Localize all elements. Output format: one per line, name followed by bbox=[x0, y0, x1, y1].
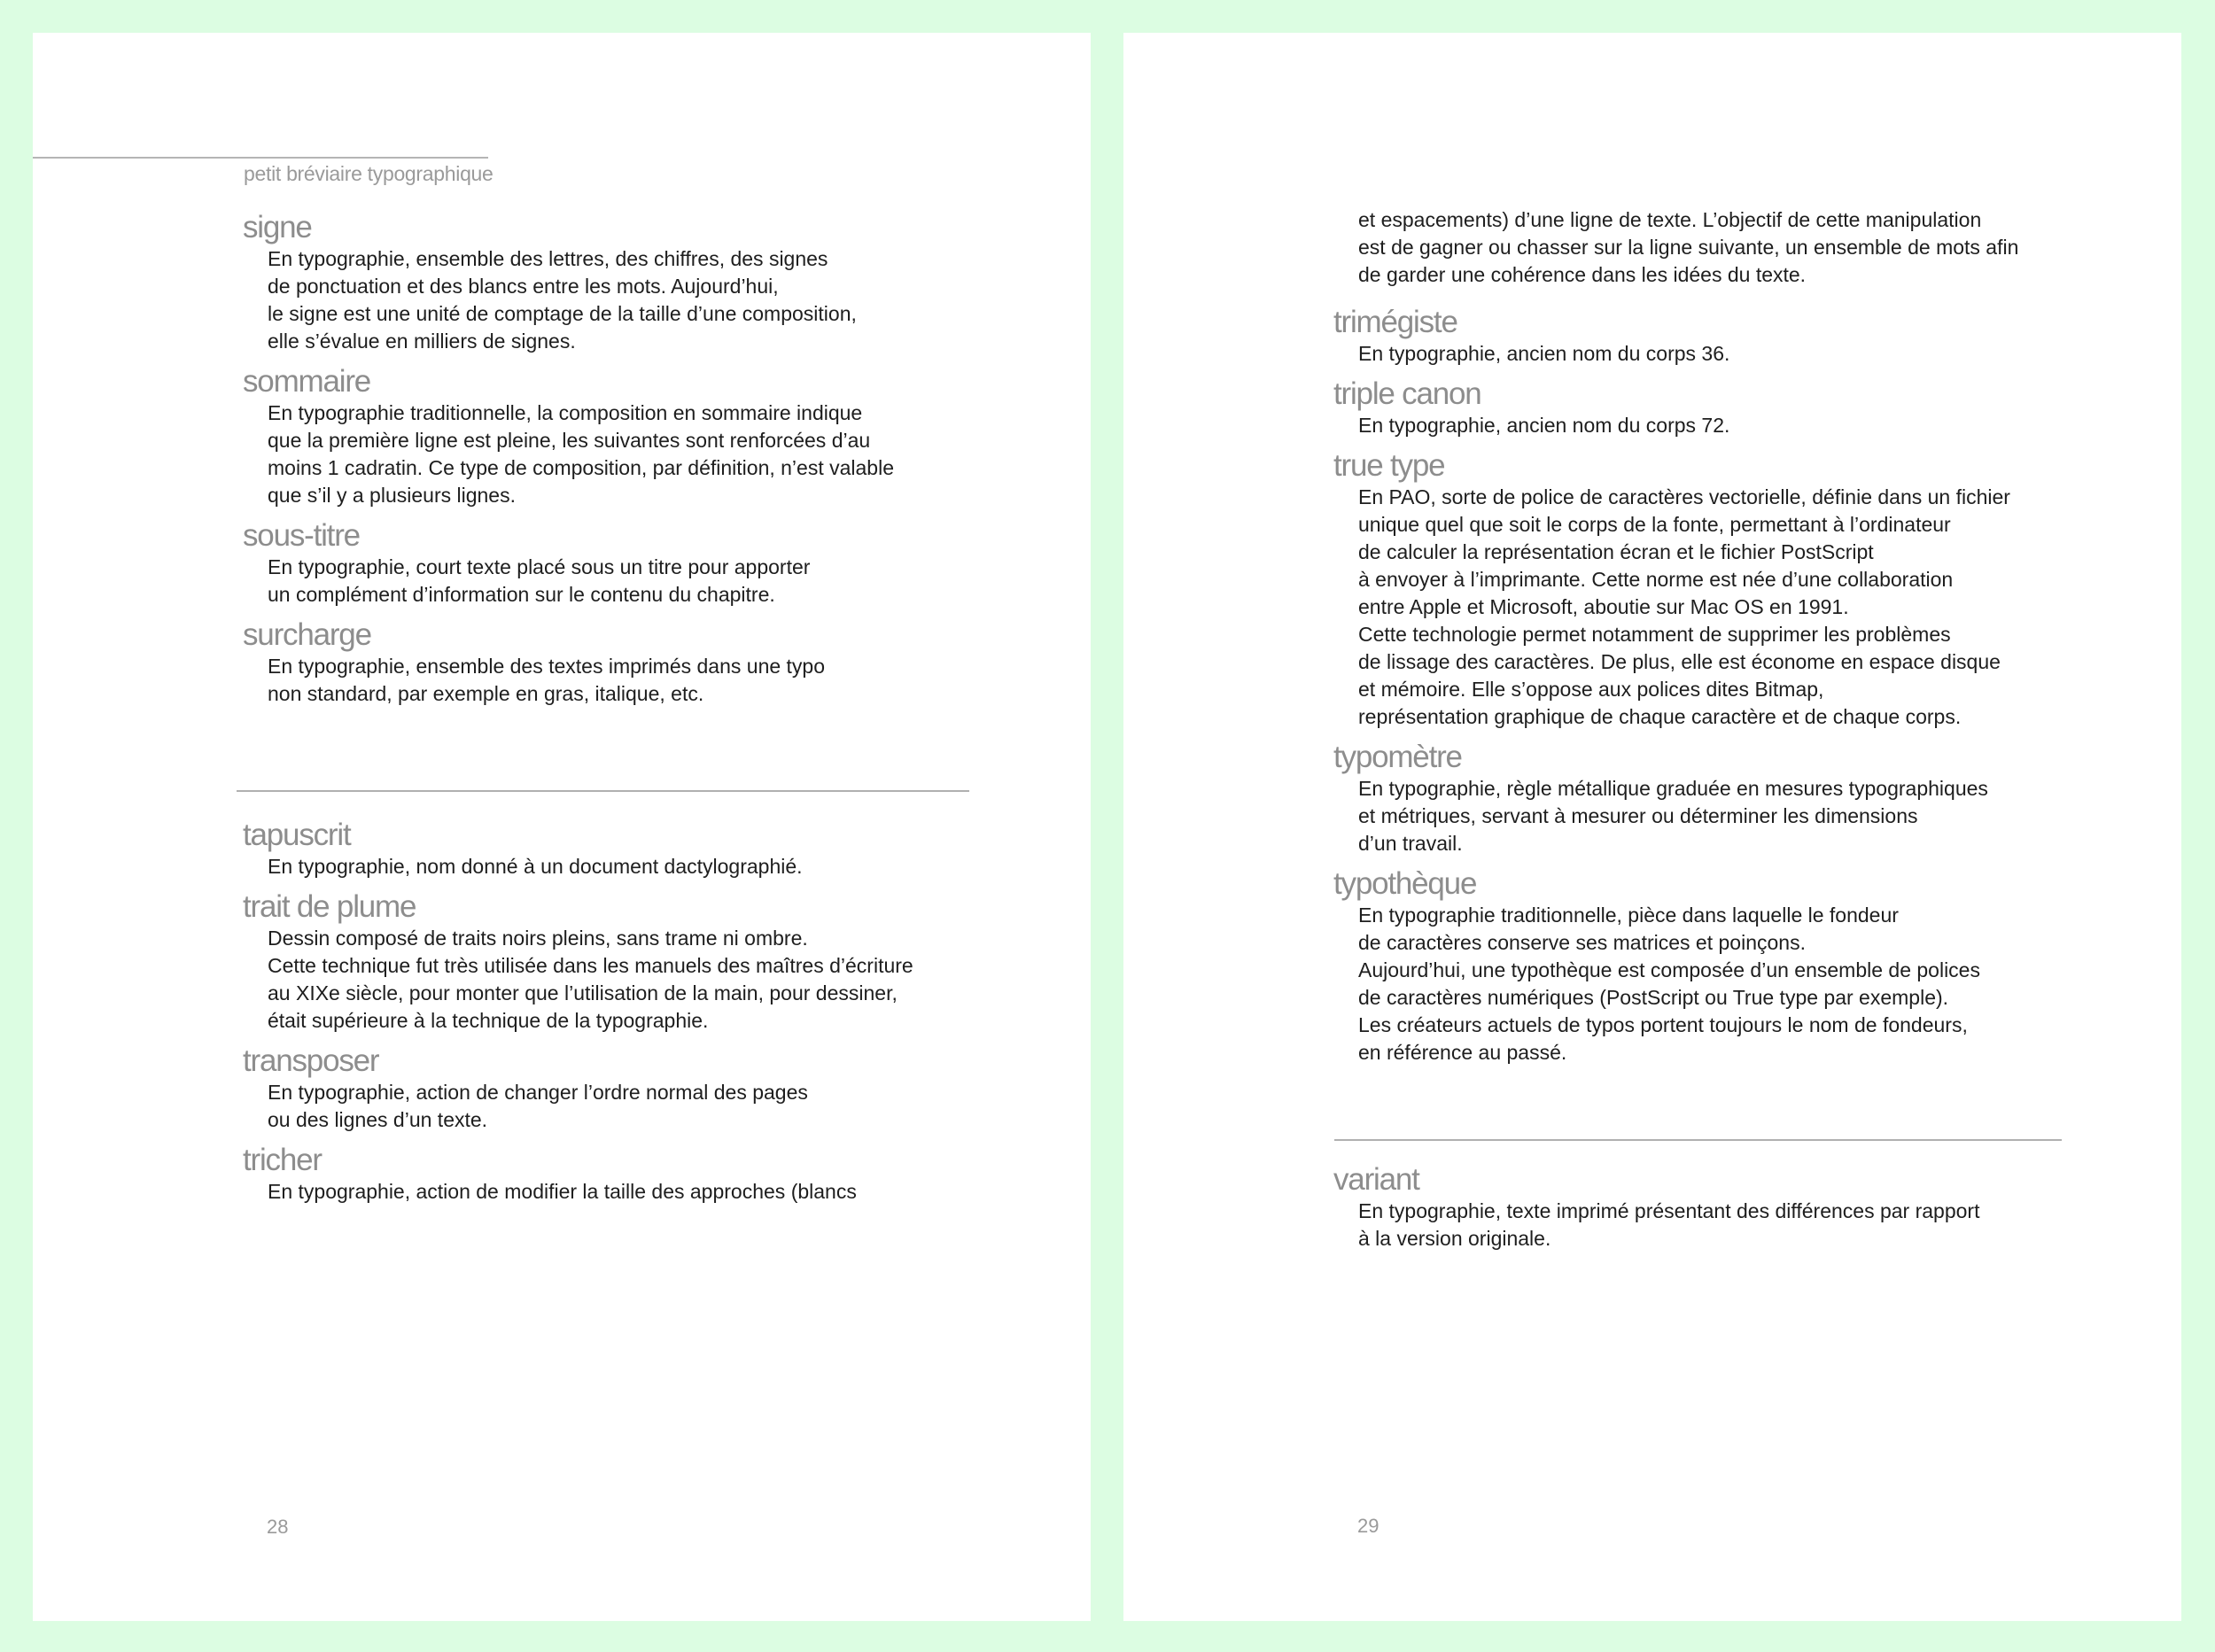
glossary-section-t-continued bbox=[1333, 206, 2118, 1075]
running-head-rule bbox=[33, 157, 488, 159]
running-head: petit bréviaire typographique bbox=[244, 162, 494, 185]
entry-definition: En typographie, ensemble des textes imprimés dans une typo non standard, par exemple en gras, italique, etc. bbox=[268, 655, 826, 705]
glossary-entry bbox=[243, 1143, 1022, 1206]
glossary-entry bbox=[243, 818, 1022, 880]
glossary-entry bbox=[1333, 305, 2118, 368]
glossary-entry bbox=[243, 1043, 1022, 1134]
glossary-entry bbox=[243, 889, 1022, 1035]
entry-term: sous-titre bbox=[243, 518, 360, 553]
entry-term: trimégiste bbox=[1333, 305, 1457, 339]
glossary-entry bbox=[243, 210, 1022, 355]
glossary-entry bbox=[1333, 1162, 2113, 1253]
entry-definition: En typographie, règle métallique graduée en mesures typographiques et métriques, servant à mesurer ou déterminer les dimensions d’un travail. bbox=[1358, 777, 1988, 855]
entry-definition: En typographie traditionnelle, pièce dans laquelle le fondeur de caractères conserve ses matrices et poinçons. Aujourd’hui, une typothèque est composée d’un ensemble de polices de caractères numériques (PostScript ou True type par exemple). Les créateurs actuels de typos portent toujours le nom de fondeurs, en référence au passé. bbox=[1358, 904, 1980, 1064]
glossary-entry bbox=[1333, 740, 2118, 857]
entry-term: transposer bbox=[243, 1043, 379, 1078]
left-page bbox=[33, 33, 1091, 1621]
continued-definition: et espacements) d’une ligne de texte. L’objectif de cette manipulation est de gagner ou chasser sur la ligne suivante, un ensemble de mots afin de garder une cohérence dans les idées du texte. bbox=[1358, 208, 2019, 286]
entry-definition: En typographie, texte imprimé présentant des différences par rapport à la version originale. bbox=[1358, 1199, 1980, 1250]
glossary-entry bbox=[1333, 448, 2118, 731]
entry-definition: En typographie, action de changer l’ordre normal des pages ou des lignes d’un texte. bbox=[268, 1081, 808, 1131]
entry-definition: En typographie, court texte placé sous un titre pour apporter un complément d’information sur le contenu du chapitre. bbox=[268, 555, 811, 606]
entry-term: true type bbox=[1333, 448, 1445, 483]
glossary-section-s bbox=[243, 210, 1022, 717]
glossary-entry bbox=[1333, 376, 2118, 439]
glossary-section-v bbox=[1333, 1162, 2113, 1261]
entry-term: typothèque bbox=[1333, 866, 1477, 901]
entries-wrapper bbox=[1333, 305, 2118, 1066]
entry-term: signe bbox=[243, 210, 312, 244]
entry-definition: En typographie, ancien nom du corps 36. bbox=[1358, 342, 1730, 365]
entry-term: trait de plume bbox=[243, 889, 416, 924]
right-page bbox=[1123, 33, 2181, 1621]
entry-term: triple canon bbox=[1333, 376, 1481, 411]
entry-term: sommaire bbox=[243, 364, 371, 399]
entry-term: tapuscrit bbox=[243, 818, 351, 852]
glossary-entry bbox=[243, 518, 1022, 609]
section-divider bbox=[1334, 1139, 2062, 1141]
entry-term: tricher bbox=[243, 1143, 322, 1177]
entry-definition: En PAO, sorte de police de caractères vectorielle, définie dans un fichier unique quel que soit le corps de la fonte, permettant à l’ordinateur de calculer la représentation écran et le fichier PostScript à envoyer à l’imprimante. Cette norme est née d’une collaboration entre Apple et Microsoft, aboutie sur Mac OS en 1991. Cette technologie permet notamment de supprimer les problèmes de lissage des caractères. De plus, elle est économe en espace disque et mémoire. Elle s’oppose aux polices dites Bitmap, représentation graphique de chaque caractère et de chaque corps. bbox=[1358, 485, 2010, 728]
section-divider bbox=[237, 790, 969, 792]
glossary-entry bbox=[243, 364, 1022, 509]
entry-definition: Dessin composé de traits noirs pleins, sans trame ni ombre. Cette technique fut très utilisée dans les manuels des maîtres d’écriture au XIXe siècle, pour monter que l’utilisation de la main, pour dessiner, était supérieure à la technique de la typographie. bbox=[268, 927, 913, 1032]
entry-term: typomètre bbox=[1333, 740, 1462, 774]
entry-definition: En typographie, nom donné à un document dactylographié. bbox=[268, 855, 803, 878]
glossary-section-t bbox=[243, 818, 1022, 1214]
entry-definition: En typographie traditionnelle, la composition en sommaire indique que la première ligne est pleine, les suivantes sont renforcées d’au moins 1 cadratin. Ce type de composition, par définition, n’est valable que s’il y a plusieurs lignes. bbox=[268, 401, 895, 507]
entry-term: surcharge bbox=[243, 617, 371, 652]
entry-definition: En typographie, ensemble des lettres, des chiffres, des signes de ponctuation et des blancs entre les mots. Aujourd’hui, le signe est une unité de comptage de la taille d’une composition, elle s’évalue en milliers de signes. bbox=[268, 247, 857, 353]
page-number: 29 bbox=[1357, 1515, 1380, 1537]
entry-definition: En typographie, action de modifier la taille des approches (blancs bbox=[268, 1180, 857, 1203]
glossary-entry bbox=[1333, 866, 2118, 1066]
entry-definition: En typographie, ancien nom du corps 72. bbox=[1358, 414, 1730, 437]
entry-term: variant bbox=[1333, 1162, 1419, 1197]
glossary-entry bbox=[243, 617, 1022, 708]
page-number: 28 bbox=[267, 1516, 289, 1538]
